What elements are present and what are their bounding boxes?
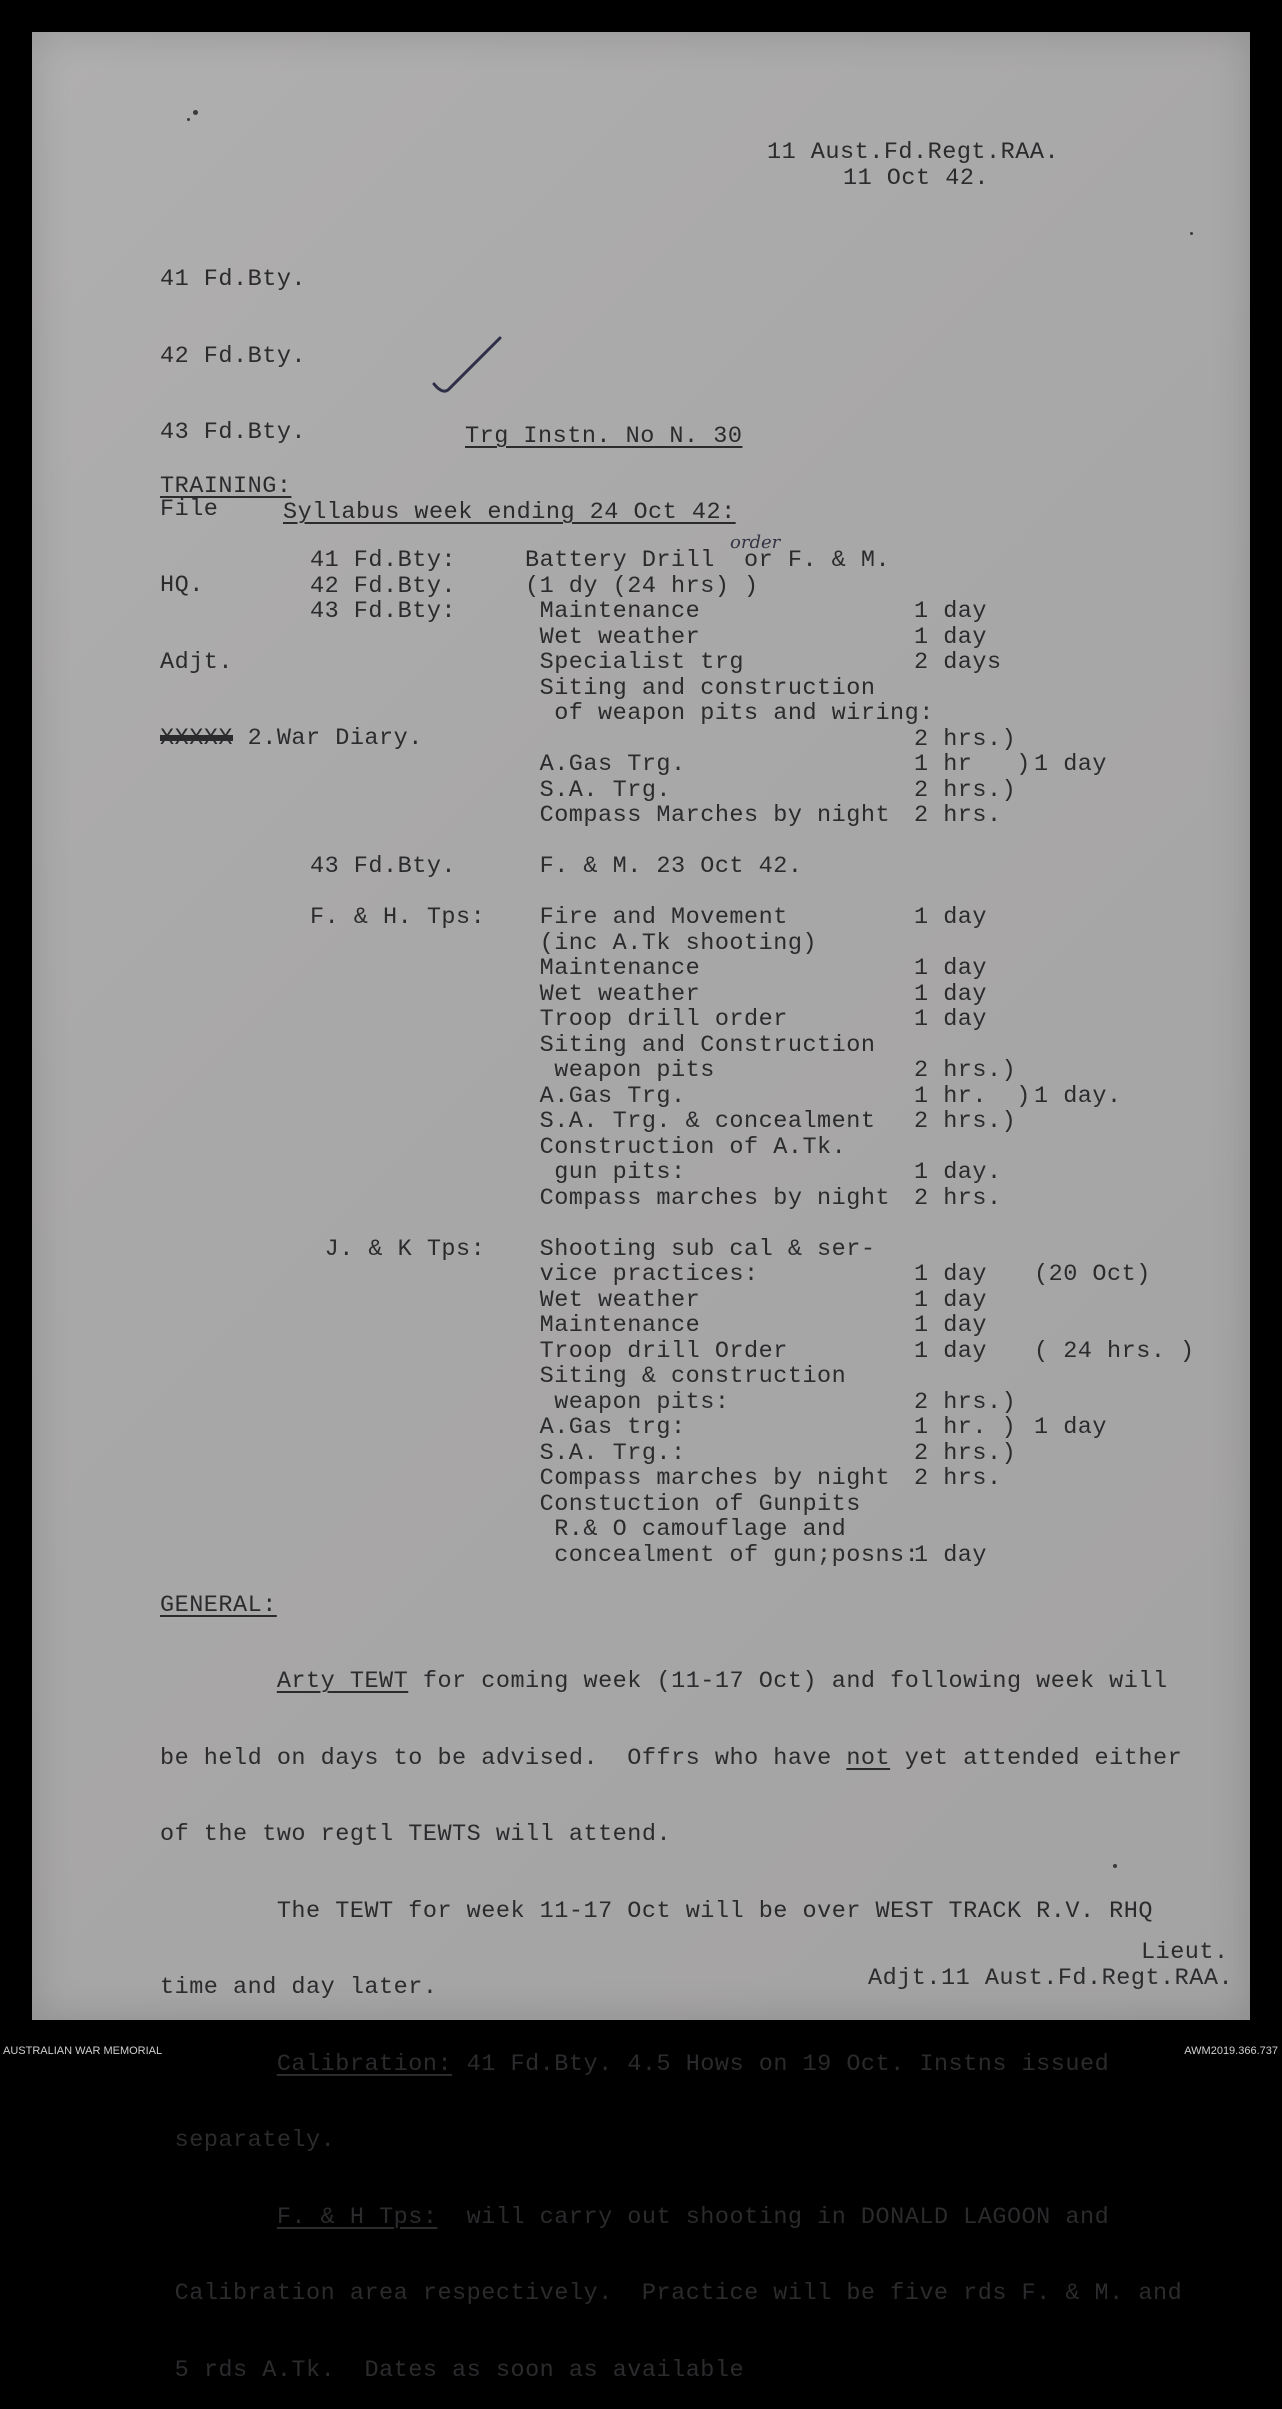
syllabus-dur: 1 day bbox=[914, 598, 988, 625]
syllabus-dur: 1 hr ) bbox=[914, 751, 1031, 778]
syllabus-item: Wet weather bbox=[525, 623, 701, 651]
syllabus-item: Maintenance bbox=[525, 955, 701, 982]
general-line bbox=[160, 1899, 1182, 1925]
syllabus-unit: F. & H. Tps: bbox=[310, 904, 486, 931]
general-text: separately. bbox=[174, 2127, 336, 2154]
emphasis-not: not bbox=[846, 1744, 891, 1772]
syllabus-dur: 1 hr. ) bbox=[914, 1082, 1031, 1110]
syllabus-item: (1 dy (24 hrs) ) bbox=[525, 572, 759, 600]
syllabus-item: of weapon pits and wiring: bbox=[525, 700, 934, 727]
distribution-item: 43 Fd.Bty. bbox=[160, 419, 307, 446]
general-text: will carry out shooting in DONALD LAGOON and bbox=[437, 2203, 1110, 2231]
signature-rank: Lieut. bbox=[1141, 1939, 1229, 1966]
paper-speck bbox=[187, 118, 190, 121]
syllabus-item: S.A. Trg. bbox=[525, 776, 672, 804]
general-line bbox=[160, 1746, 1182, 1772]
syllabus-unit: 41 Fd.Bty: bbox=[310, 547, 457, 574]
syllabus-dur: 1 day bbox=[914, 623, 988, 651]
syllabus-item: Specialist trg bbox=[525, 649, 745, 676]
syllabus-dur: 1 hr. ) bbox=[914, 1414, 1017, 1441]
syllabus-item: Constuction of Gunpits bbox=[525, 1490, 861, 1518]
footer-accession-number: AWM2019.366.737 bbox=[1184, 2045, 1278, 2057]
unit-header: 11 Aust.Fd.Regt.RAA. bbox=[767, 139, 1060, 166]
calibration-label: Calibration: bbox=[276, 2050, 453, 2078]
syllabus-note: 1 day bbox=[1034, 1414, 1108, 1441]
f-h-tps-label: F. & H Tps: bbox=[276, 2203, 438, 2231]
general-line bbox=[160, 1669, 1182, 1695]
general-text: The TEWT for week 11-17 Oct will be over WEST TRACK R.V. RHQ bbox=[276, 1897, 1153, 1925]
syllabus-dur: 2 hrs.) bbox=[914, 725, 1017, 753]
syllabus-heading: Syllabus week ending 24 Oct 42: bbox=[283, 499, 736, 526]
syllabus-item: Troop drill Order bbox=[525, 1337, 788, 1365]
distribution-item: File bbox=[160, 495, 219, 523]
general-line: time and day later. bbox=[160, 1974, 438, 2001]
syllabus-item: Wet weather bbox=[525, 980, 701, 1008]
syllabus-item: Construction of A.Tk. bbox=[525, 1133, 847, 1161]
syllabus-note: ( 24 hrs. ) bbox=[1034, 1337, 1195, 1365]
training-heading: TRAINING: bbox=[160, 473, 292, 500]
syllabus-item: gun pits: bbox=[525, 1159, 686, 1186]
syllabus-item: A.Gas trg: bbox=[525, 1414, 686, 1441]
syllabus-item: Troop drill order bbox=[525, 1006, 788, 1033]
footer-archive-name: AUSTRALIAN WAR MEMORIAL bbox=[3, 2045, 163, 2057]
syllabus-dur: 2 hrs.) bbox=[914, 1108, 1017, 1135]
syllabus-dur: 1 day bbox=[914, 1261, 988, 1288]
general-text: 5 rds A.Tk. Dates as soon as available bbox=[174, 2356, 745, 2384]
syllabus-item: Siting and Construction bbox=[525, 1031, 876, 1059]
general-line bbox=[160, 2358, 1182, 2384]
handwritten-tick-mark bbox=[430, 334, 505, 398]
struck-out-text: XXXXX bbox=[160, 725, 234, 752]
syllabus-dur: 2 hrs.) bbox=[914, 1057, 1017, 1084]
syllabus-note: 1 day. bbox=[1034, 1082, 1122, 1110]
syllabus-note: (20 Oct) bbox=[1034, 1261, 1151, 1288]
syllabus-dur: 2 hrs. bbox=[914, 802, 1002, 829]
distribution-item-label: 2.War Diary. bbox=[233, 725, 423, 752]
distribution-item: 41 Fd.Bty. bbox=[160, 266, 307, 293]
general-line bbox=[160, 2052, 1182, 2078]
syllabus-unit: J. & K Tps: bbox=[310, 1235, 486, 1263]
syllabus-unit: 42 Fd.Bty. bbox=[310, 572, 457, 600]
syllabus-item: weapon pits bbox=[525, 1057, 715, 1084]
syllabus-item: Siting & construction bbox=[525, 1363, 847, 1390]
syllabus-item: Battery Drill or F. & M. bbox=[525, 547, 891, 574]
syllabus-note: 1 day bbox=[1034, 751, 1108, 778]
syllabus-dur: 2 hrs. bbox=[914, 1184, 1002, 1212]
general-heading: GENERAL: bbox=[160, 1592, 277, 1619]
general-line bbox=[160, 2205, 1182, 2231]
syllabus-dur: 1 day bbox=[914, 1337, 988, 1365]
general-text: for coming week (11-17 Oct) and following week will bbox=[408, 1668, 1168, 1695]
distribution-item: HQ. bbox=[160, 572, 204, 599]
syllabus-item: Compass Marches by night bbox=[525, 802, 891, 829]
syllabus-item: R.& O camouflage and bbox=[525, 1516, 847, 1543]
general-section bbox=[160, 1618, 1182, 2409]
syllabus-item: Siting and construction bbox=[525, 674, 876, 702]
syllabus-dur: 1 day. bbox=[914, 1159, 1002, 1186]
syllabus-dur: 2 hrs.) bbox=[914, 1439, 1017, 1467]
syllabus-item: weapon pits: bbox=[525, 1388, 730, 1416]
syllabus-item: A.Gas Trg. bbox=[525, 1082, 686, 1110]
syllabus-item: Maintenance bbox=[525, 1312, 701, 1339]
syllabus-item: Shooting sub cal & ser- bbox=[525, 1235, 876, 1263]
arty-tewt-label: Arty TEWT bbox=[276, 1668, 409, 1695]
document-title: Trg Instn. No N. 30 bbox=[465, 423, 743, 450]
syllabus-dur: 1 day bbox=[914, 1312, 988, 1339]
paper-speck bbox=[1190, 232, 1193, 235]
syllabus-item: Compass marches by night bbox=[525, 1465, 891, 1492]
syllabus-dur: 1 day bbox=[914, 904, 988, 931]
syllabus-dur: 2 hrs. bbox=[914, 1465, 1002, 1492]
syllabus-dur: 2 hrs.) bbox=[914, 776, 1017, 804]
syllabus-item: Maintenance bbox=[525, 598, 701, 625]
syllabus-item: S.A. Trg. & concealment bbox=[525, 1108, 876, 1135]
syllabus-item: concealment of gun;posns: bbox=[525, 1541, 920, 1569]
syllabus-item: A.Gas Trg. bbox=[525, 751, 686, 778]
syllabus-dur: 1 day bbox=[914, 1541, 988, 1569]
general-line bbox=[160, 2281, 1182, 2307]
syllabus-unit: 43 Fd.Bty: bbox=[310, 598, 457, 625]
syllabus-dur: 1 day bbox=[914, 1006, 988, 1033]
general-text: yet attended either bbox=[890, 1744, 1183, 1772]
syllabus-item: Compass marches by night bbox=[525, 1184, 891, 1212]
general-text: be held on days to be advised. Offrs who have bbox=[160, 1744, 847, 1772]
syllabus-dur: 2 hrs.) bbox=[914, 1388, 1017, 1416]
general-text: Calibration area respectively. Practice will be five rds F. & M. and bbox=[174, 2280, 1183, 2307]
date-header: 11 Oct 42. bbox=[843, 165, 990, 192]
paper-speck bbox=[193, 110, 198, 115]
distribution-item: 42 Fd.Bty. bbox=[160, 342, 307, 370]
general-text: 41 Fd.Bty. 4.5 Hows on 19 Oct. Instns issued bbox=[452, 2050, 1110, 2078]
syllabus-item: (inc A.Tk shooting) bbox=[525, 929, 818, 957]
syllabus-dur: 1 day bbox=[914, 980, 988, 1008]
distribution-item-war-diary bbox=[160, 726, 423, 752]
general-line bbox=[160, 2128, 1182, 2154]
general-line: of the two regtl TEWTS will attend. bbox=[160, 1821, 672, 1848]
signature-appointment: Adjt.11 Aust.Fd.Regt.RAA. bbox=[868, 1965, 1234, 1992]
syllabus-item: S.A. Trg.: bbox=[525, 1439, 686, 1467]
syllabus-dur: 1 day bbox=[914, 955, 988, 982]
syllabus-item: vice practices: bbox=[525, 1261, 759, 1288]
syllabus-unit: 43 Fd.Bty. bbox=[310, 853, 457, 880]
handwritten-insertion: order bbox=[730, 532, 781, 553]
syllabus-item: Wet weather bbox=[525, 1286, 701, 1314]
syllabus-dur: 1 day bbox=[914, 1286, 988, 1314]
distribution-item: Adjt. bbox=[160, 648, 234, 676]
syllabus-dur: 2 days bbox=[914, 649, 1002, 676]
syllabus-item: F. & M. 23 Oct 42. bbox=[525, 853, 803, 880]
syllabus-item: Fire and Movement bbox=[525, 904, 788, 931]
